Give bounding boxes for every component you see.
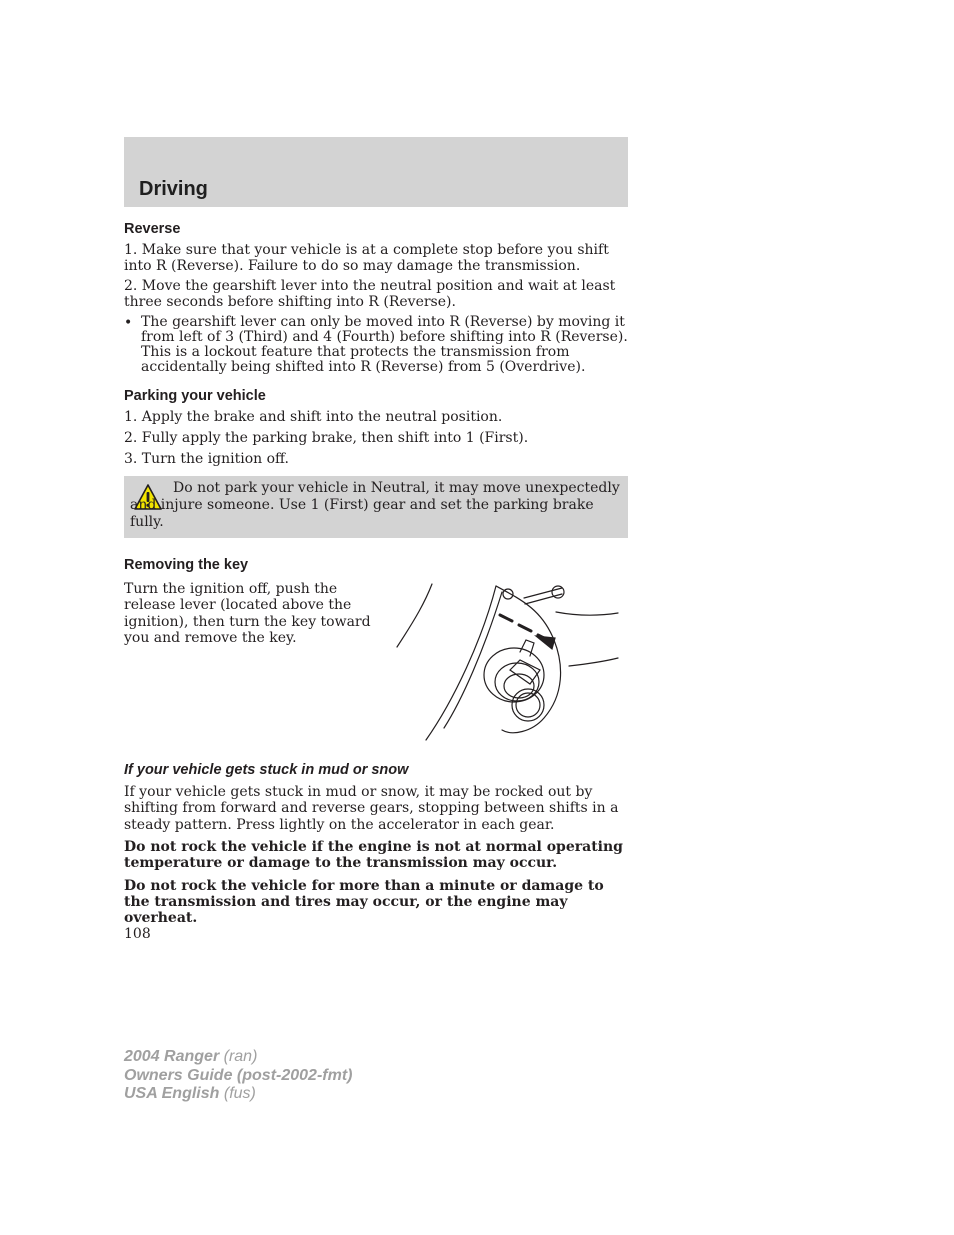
parking-step-1: 1. Apply the brake and shift into the neutral position. — [124, 409, 503, 425]
warning-text: Do not park your vehicle in Neutral, it may move unexpectedly and injure someone. Use 1 (First) gear and set the parking brake fully. — [130, 480, 620, 530]
reverse-step-2: 2. Move the gearshift lever into the neutral position and wait at least three seconds before shifting into R (Reverse). — [124, 278, 616, 310]
stuck-caution-1: Do not rock the vehicle if the engine is not at normal operating temperature or damage to the transmission may occur. — [124, 839, 623, 871]
warning-box — [124, 476, 628, 538]
stuck-caution-2: Do not rock the vehicle for more than a minute or damage to the transmission and tires may occur, or the engine may overheat. — [124, 878, 604, 926]
document-footer — [124, 1048, 352, 1104]
section-header — [124, 137, 628, 207]
removing-key-text: Turn the ignition off, push the release lever (located above the ignition), then turn the key toward you and remove the key. — [124, 581, 371, 646]
parking-step-2: 2. Fully apply the parking brake, then shift into 1 (First). — [124, 430, 529, 446]
heading-removing-key: Removing the key — [124, 557, 249, 573]
stuck-text: If your vehicle gets stuck in mud or snow, it may be rocked out by shifting from forward and reverse gears, stopping between shifts in a steady pattern. Press lightly on the accelerator in each gear. — [124, 784, 619, 833]
heading-parking: Parking your vehicle — [124, 388, 266, 404]
page-number: 108 — [124, 926, 151, 942]
footer-line-3: USA English (fus) — [124, 1085, 256, 1102]
heading-stuck: If your vehicle gets stuck in mud or snow — [124, 762, 409, 778]
section-title: Driving — [139, 178, 208, 200]
footer-line-2: Owners Guide (post-2002-fmt) — [124, 1066, 353, 1084]
bullet-marker: • — [124, 315, 133, 331]
heading-reverse: Reverse — [124, 221, 181, 237]
ignition-key-illustration — [392, 580, 624, 745]
reverse-bullet: The gearshift lever can only be moved into R (Reverse) by moving it from left of 3 (Third) and 4 (Fourth) before shifting into R (Reverse). This is a lockout feature that protects the transmission from accidentally being shifted into R (Reverse) from 5 (Overdrive). — [141, 314, 628, 375]
parking-step-3: 3. Turn the ignition off. — [124, 451, 289, 467]
footer-line-1: 2004 Ranger (ran) — [124, 1048, 258, 1065]
reverse-step-1: 1. Make sure that your vehicle is at a complete stop before you shift into R (Reverse). Failure to do so may damage the transmission. — [124, 242, 609, 274]
